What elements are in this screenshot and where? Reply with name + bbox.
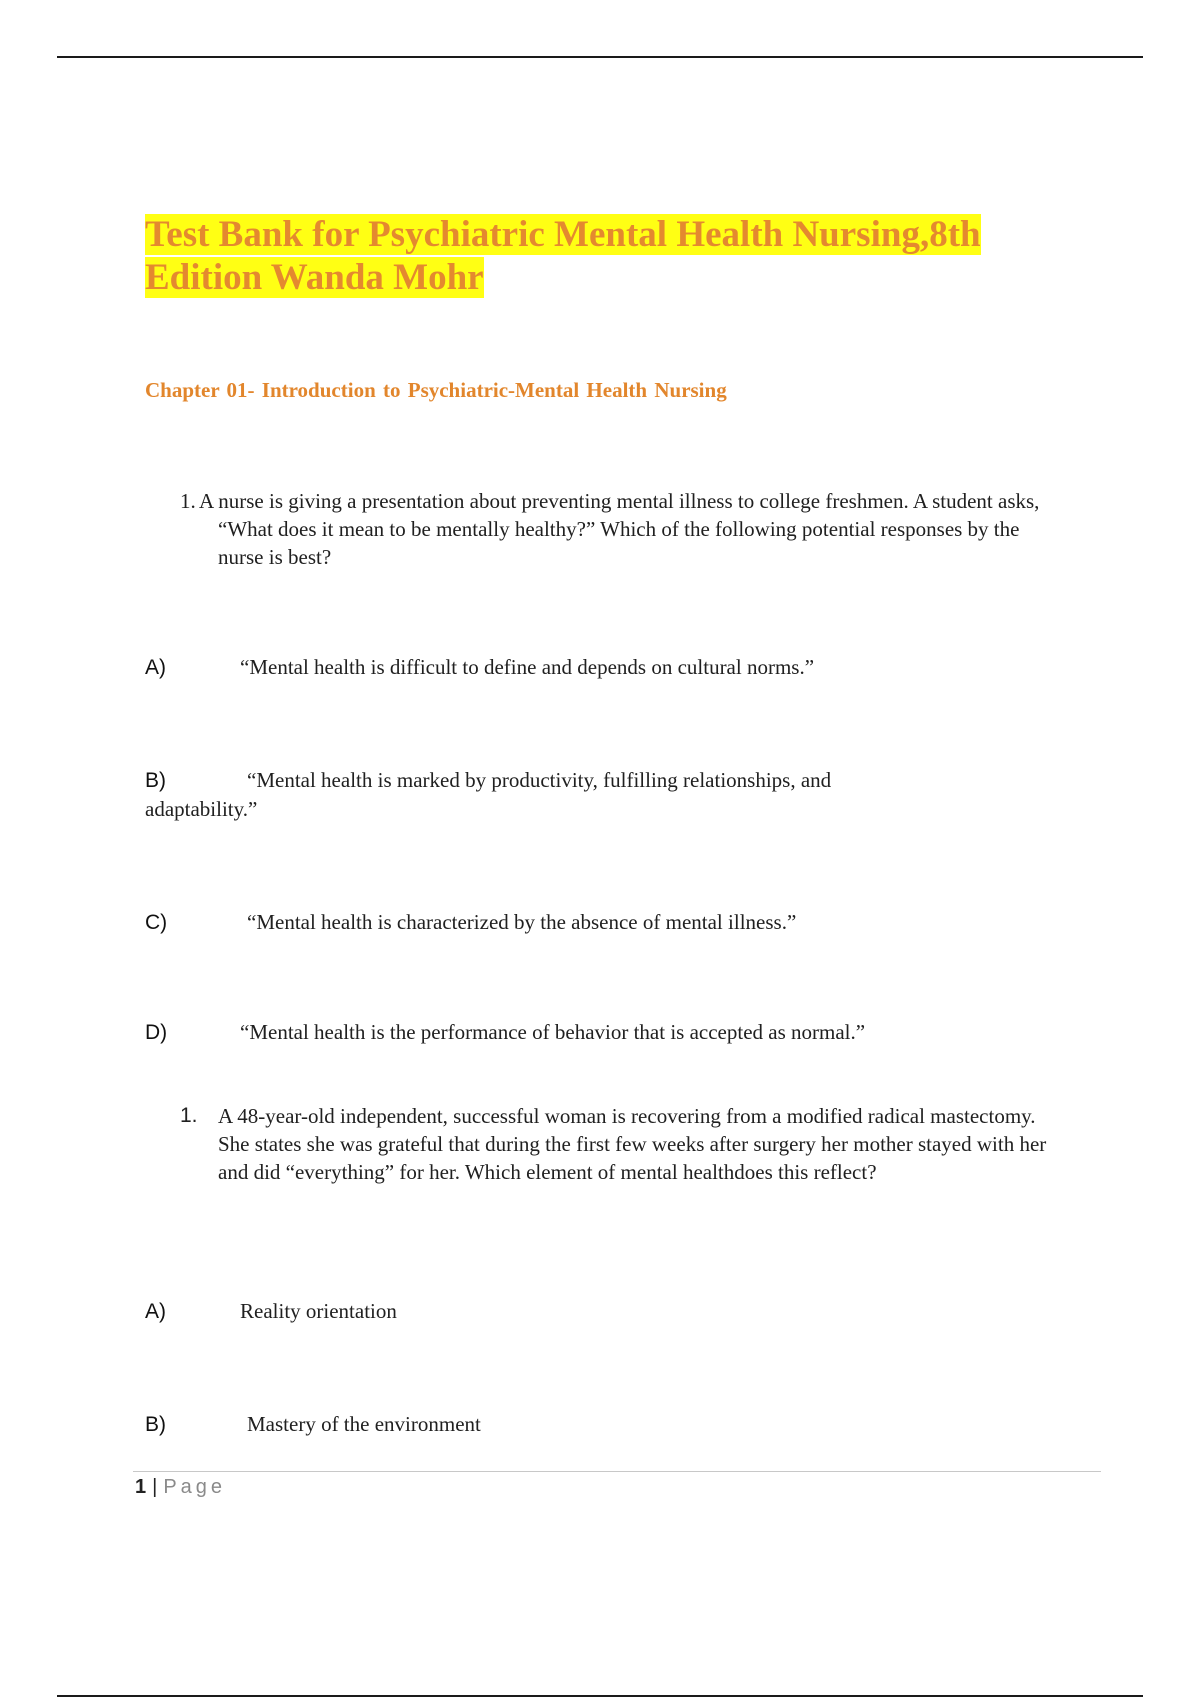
option-text: “Mental health is the performance of behavior that is accepted as normal.” <box>240 1020 866 1044</box>
q1-option-d <box>145 1018 1045 1047</box>
page-footer <box>135 1476 226 1499</box>
q1-option-c <box>145 908 1045 937</box>
option-text: Mastery of the environment <box>247 1412 481 1436</box>
option-letter: A) <box>145 656 166 679</box>
question-number: 1. <box>180 489 196 513</box>
question-text: A nurse is giving a presentation about preventing mental illness to college freshmen. A student asks, “What does it mean to be mentally healthy?” Which of the following potential responses by the nurse is best? <box>199 489 1040 569</box>
question-number: 1. <box>180 1104 198 1127</box>
document-title <box>145 213 1045 299</box>
header-rule <box>57 56 1143 58</box>
option-text: “Mental health is characterized by the absence of mental illness.” <box>247 910 797 934</box>
question-text: A 48-year-old independent, successful woman is recovering from a modified radical mastectomy. She states she was grateful that during the first few weeks after surgery her mother stayed with her and did “everything” for her. Which element of mental healthdoes this reflect? <box>218 1104 1047 1184</box>
page-word: Page <box>163 1476 227 1498</box>
option-letter: C) <box>145 911 168 934</box>
title-line-1: Test Bank for Psychiatric Mental Health Nursing,8th <box>145 214 981 255</box>
footer-rule <box>133 1471 1101 1472</box>
question-2 <box>180 1102 1060 1186</box>
option-letter: B) <box>145 769 166 792</box>
option-text: “Mental health is marked by productivity, fulfilling relationships, and adaptability.” <box>145 768 837 821</box>
bottom-rule <box>57 1695 1143 1697</box>
option-letter: A) <box>145 1300 166 1323</box>
page-number: 1 <box>135 1476 147 1498</box>
title-line-2: Edition Wanda Mohr <box>145 257 484 298</box>
q1-option-a <box>145 653 1045 682</box>
q2-option-b <box>145 1410 1045 1439</box>
question-1 <box>180 487 1060 571</box>
option-text: “Mental health is difficult to define and depends on cultural norms.” <box>240 655 815 679</box>
page-separator: | <box>152 1476 158 1498</box>
q2-option-a <box>145 1297 1045 1326</box>
option-letter: B) <box>145 1413 166 1436</box>
q1-option-b <box>145 766 945 823</box>
option-text: Reality orientation <box>240 1299 397 1323</box>
chapter-heading: Chapter 01- Introduction to Psychiatric-Mental Health Nursing <box>145 378 727 402</box>
option-letter: D) <box>145 1021 168 1044</box>
